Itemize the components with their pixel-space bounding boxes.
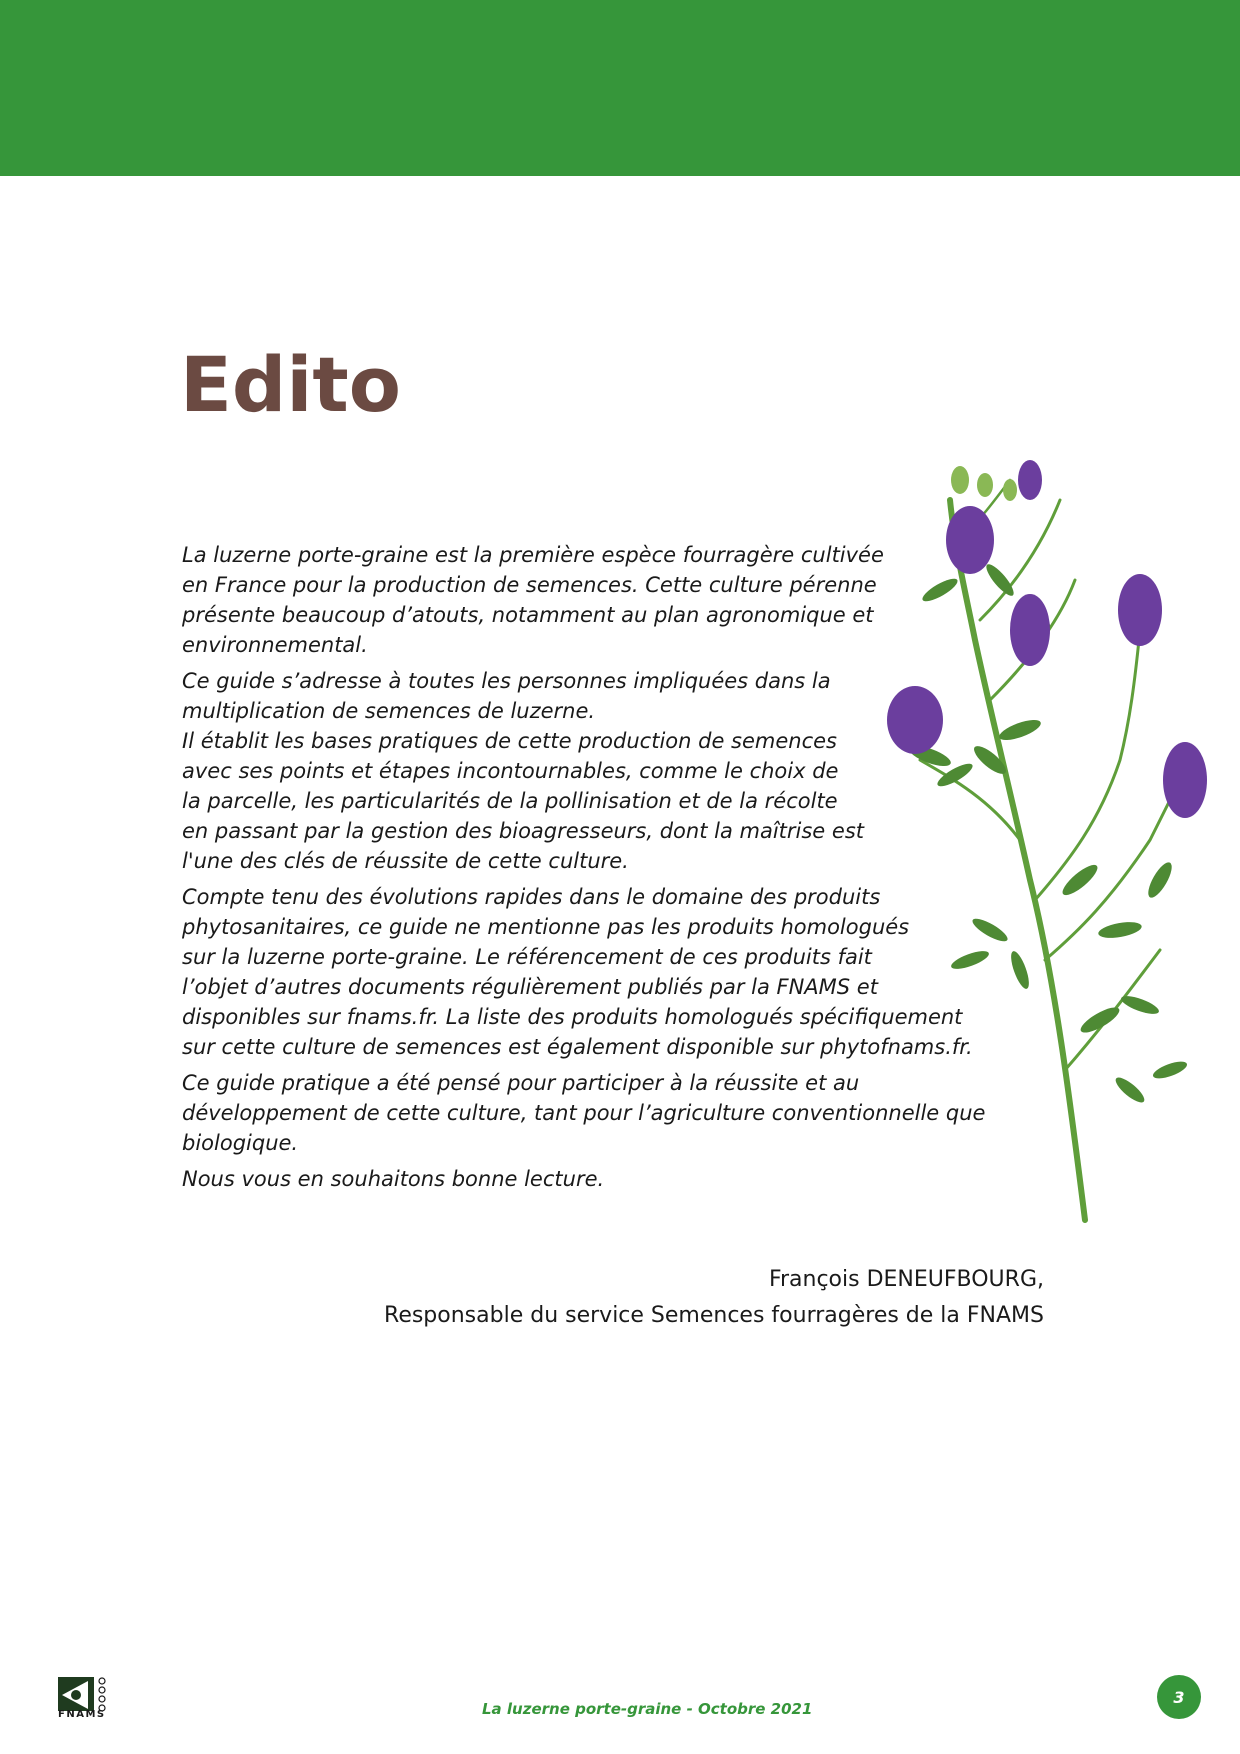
- text-line: présente beaucoup d’atouts, notamment au plan agronomique et: [182, 603, 874, 627]
- text-line: Ce guide pratique a été pensé pour participer à la réussite et au: [182, 1071, 860, 1095]
- plant-buds: [951, 466, 1017, 501]
- text-line: La luzerne porte-graine est la première espèce fourragère cultivée: [182, 543, 884, 567]
- paragraph: [182, 882, 973, 1062]
- text-line: disponibles sur fnams.fr. La liste des produits homologués spécifiquement: [182, 1005, 963, 1029]
- page-title: Edito: [180, 340, 401, 429]
- text-line: sur la luzerne porte-graine. Le référencement de ces produits fait: [182, 945, 872, 969]
- text-line: développement de cette culture, tant pour l’agriculture conventionnelle que: [182, 1101, 986, 1125]
- author-name: François DENEUFBOURG,: [768, 1267, 1044, 1292]
- paragraph: [182, 540, 962, 660]
- logo-text: FNAMS: [58, 1709, 106, 1720]
- alfalfa-plant-illustration: [870, 460, 1230, 1240]
- publication-title: La luzerne porte-graine - Octobre 2021: [482, 1700, 813, 1718]
- text-line: en France pour la production de semences. Cette culture pérenne: [182, 573, 877, 597]
- paragraph: [182, 666, 962, 876]
- text-line: Compte tenu des évolutions rapides dans le domaine des produits: [182, 885, 881, 909]
- text-line: en passant par la gestion des bioagresseurs, dont la maîtrise est: [182, 819, 864, 843]
- signature-block: [384, 1262, 1044, 1334]
- text-line: phytosanitaires, ce guide ne mentionne pas les produits homologués: [182, 915, 910, 939]
- text-line: l'une des clés de réussite de cette culture.: [182, 849, 629, 873]
- paragraph: [182, 1068, 986, 1158]
- header-banner: [0, 0, 1240, 176]
- text-line: Ce guide s’adresse à toutes les personnes impliquées dans la: [182, 669, 831, 693]
- page-number: 3: [1157, 1675, 1201, 1719]
- text-line: sur cette culture de semences est également disponible sur phytofnams.fr.: [182, 1035, 973, 1059]
- text-line: Nous vous en souhaitons bonne lecture.: [182, 1167, 605, 1191]
- text-line: avec ses points et étapes incontournables, comme le choix de: [182, 759, 839, 783]
- edito-body: [182, 540, 986, 1200]
- text-line: l’objet d’autres documents régulièrement publiés par la FNAMS et: [182, 975, 878, 999]
- paragraph: [182, 1164, 962, 1194]
- author-role: Responsable du service Semences fourragères de la FNAMS: [384, 1303, 1044, 1328]
- text-line: biologique.: [182, 1131, 299, 1155]
- text-line: la parcelle, les particularités de la pollinisation et de la récolte: [182, 789, 838, 813]
- text-line: environnemental.: [182, 633, 368, 657]
- text-line: Il établit les bases pratiques de cette production de semences: [182, 729, 837, 753]
- text-line: multiplication de semences de luzerne.: [182, 699, 596, 723]
